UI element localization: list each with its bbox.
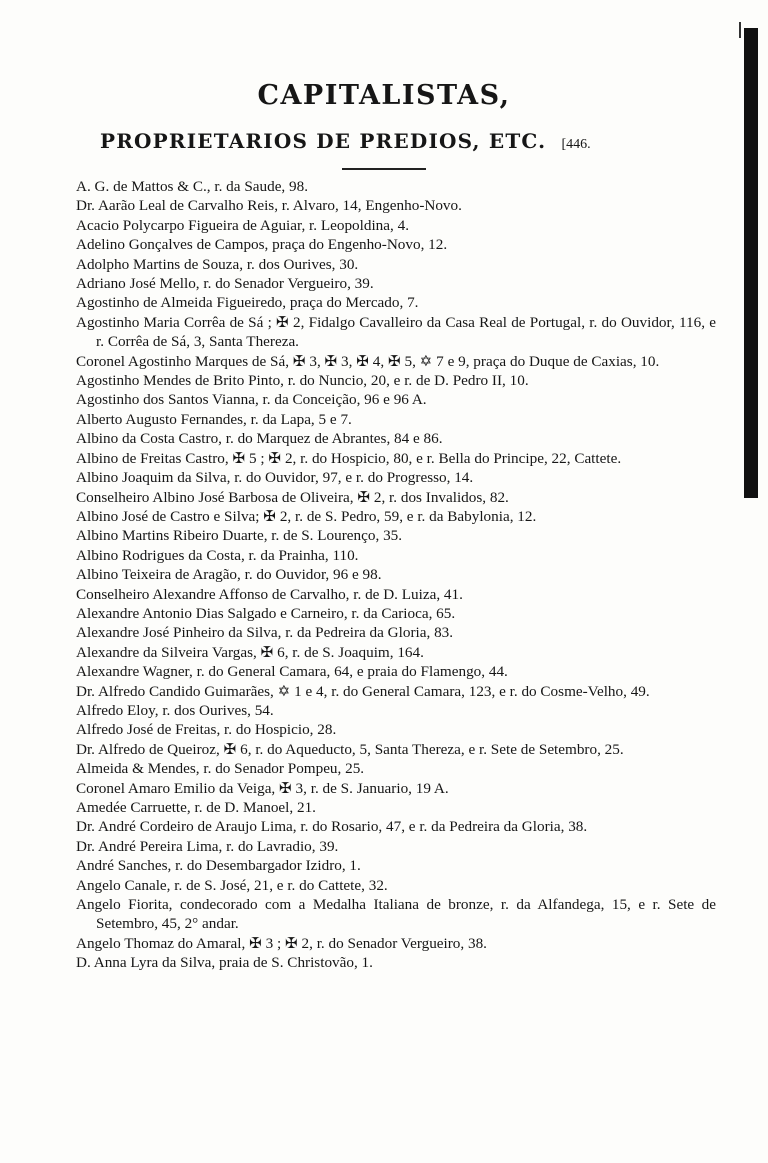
directory-entry: A. G. de Mattos & C., r. da Saude, 98. — [76, 178, 309, 195]
directory-entry: Angelo Thomaz do Amaral, ✠ 3 ; ✠ 2, r. do Senador Vergueiro, 38. — [76, 934, 487, 952]
page-subtitle: PROPRIETARIOS DE PREDIOS, ETC. — [100, 129, 547, 153]
directory-entry: Coronel Amaro Emilio da Veiga, ✠ 3, r. de S. Januario, 19 A. — [76, 779, 449, 797]
directory-entry: Angelo Fiorita, condecorado com a Medalha Italiana de bronze, r. da Alfandega, 15, e r. Sete de Setembro, 45, 2° andar. — [76, 896, 716, 933]
directory-entry: Dr. Aarão Leal de Carvalho Reis, r. Alvaro, 14, Engenho-Novo. — [76, 197, 462, 215]
directory-entry: Albino da Costa Castro, r. do Marquez de Abrantes, 84 e 86. — [76, 430, 443, 448]
directory-list — [76, 177, 716, 973]
directory-entry: Agostinho de Almeida Figueiredo, praça do Mercado, 7. — [76, 294, 419, 312]
directory-entry: Alexandre José Pinheiro da Silva, r. da Pedreira da Gloria, 83. — [76, 624, 454, 642]
directory-entry: Angelo Canale, r. de S. José, 21, e r. do Cattete, 32. — [76, 876, 388, 894]
directory-entry: Alfredo José de Freitas, r. do Hospicio, 28. — [76, 721, 337, 739]
directory-entry: Conselheiro Alexandre Affonso de Carvalho, r. de D. Luiza, 41. — [76, 585, 463, 603]
directory-entry: Albino de Freitas Castro, ✠ 5 ; ✠ 2, r. do Hospicio, 80, e r. Bella do Principe, 22, Cattete. — [76, 449, 622, 467]
directory-entry: Dr. André Cordeiro de Araujo Lima, r. do Rosario, 47, e r. da Pedreira da Gloria, 38. — [76, 818, 588, 836]
edge-tick-mark — [739, 22, 741, 38]
directory-entry: Alexandre Antonio Dias Salgado e Carneiro, r. da Carioca, 65. — [76, 604, 456, 622]
title-divider — [342, 168, 426, 170]
directory-entry: Amedée Carruette, r. de D. Manoel, 21. — [76, 799, 316, 816]
directory-entry: Alfredo Eloy, r. dos Ourives, 54. — [76, 701, 274, 719]
directory-entry: Dr. André Pereira Lima, r. do Lavradio, 39. — [76, 837, 339, 855]
directory-entry: Coronel Agostinho Marques de Sá, ✠ 3, ✠ 3, ✠ 4, ✠ 5, ✡ 7 e 9, praça do Duque de Caxias, 10. — [76, 352, 660, 370]
subtitle-row — [100, 129, 700, 153]
directory-entry: Conselheiro Albino José Barbosa de Oliveira, ✠ 2, r. dos Invalidos, 82. — [76, 488, 509, 506]
directory-entry: Alberto Augusto Fernandes, r. da Lapa, 5 e 7. — [76, 410, 352, 428]
directory-entry: D. Anna Lyra da Silva, praia de S. Christovão, 1. — [76, 954, 373, 972]
directory-entry: Dr. Alfredo de Queiroz, ✠ 6, r. do Aqueducto, 5, Santa Thereza, e r. Sete de Setembro, 25. — [76, 740, 624, 758]
directory-entry: Alexandre da Silveira Vargas, ✠ 6, r. de S. Joaquim, 164. — [76, 643, 424, 661]
directory-entry: Adelino Gonçalves de Campos, praça do Engenho-Novo, 12. — [76, 236, 448, 254]
directory-entry: Albino Teixeira de Aragão, r. do Ouvidor, 96 e 98. — [76, 566, 382, 584]
directory-entry: Agostinho Mendes de Brito Pinto, r. do Nuncio, 20, e r. de D. Pedro II, 10. — [76, 372, 529, 390]
directory-entry: Agostinho dos Santos Vianna, r. da Conceição, 96 e 96 A. — [76, 391, 427, 409]
directory-entry: Albino Joaquim da Silva, r. do Ouvidor, 97, e r. do Progresso, 14. — [76, 469, 474, 487]
directory-entry: Almeida & Mendes, r. do Senador Pompeu, 25. — [76, 760, 365, 778]
directory-entry: Acacio Polycarpo Figueira de Aguiar, r. Leopoldina, 4. — [76, 216, 410, 234]
directory-entry: Adolpho Martins de Souza, r. dos Ourives, 30. — [76, 255, 359, 273]
directory-entry: Agostinho Maria Corrêa de Sá ; ✠ 2, Fidalgo Cavalleiro da Casa Real de Portugal, r. do Ouvidor, 116, e r. Corrêa de Sá, 3, Santa Thereza. — [76, 313, 716, 351]
directory-entry: André Sanches, r. do Desembargador Izidro, 1. — [76, 857, 361, 875]
directory-entry: Albino Martins Ribeiro Duarte, r. de S. Lourenço, 35. — [76, 527, 403, 545]
page-number: [446. — [561, 137, 591, 152]
directory-entry: Dr. Alfredo Candido Guimarães, ✡ 1 e 4, r. do General Camara, 123, e r. do Cosme-Velho, 49. — [76, 682, 650, 700]
directory-entry: Adriano José Mello, r. do Senador Vergueiro, 39. — [76, 275, 374, 293]
directory-entry: Alexandre Wagner, r. do General Camara, 64, e praia do Flamengo, 44. — [76, 663, 508, 681]
page-title: CAPITALISTAS, — [257, 80, 511, 111]
directory-entry: Albino José de Castro e Silva; ✠ 2, r. de S. Pedro, 59, e r. da Babylonia, 12. — [76, 507, 537, 525]
directory-entry: Albino Rodrigues da Costa, r. da Prainha, 110. — [76, 546, 359, 564]
